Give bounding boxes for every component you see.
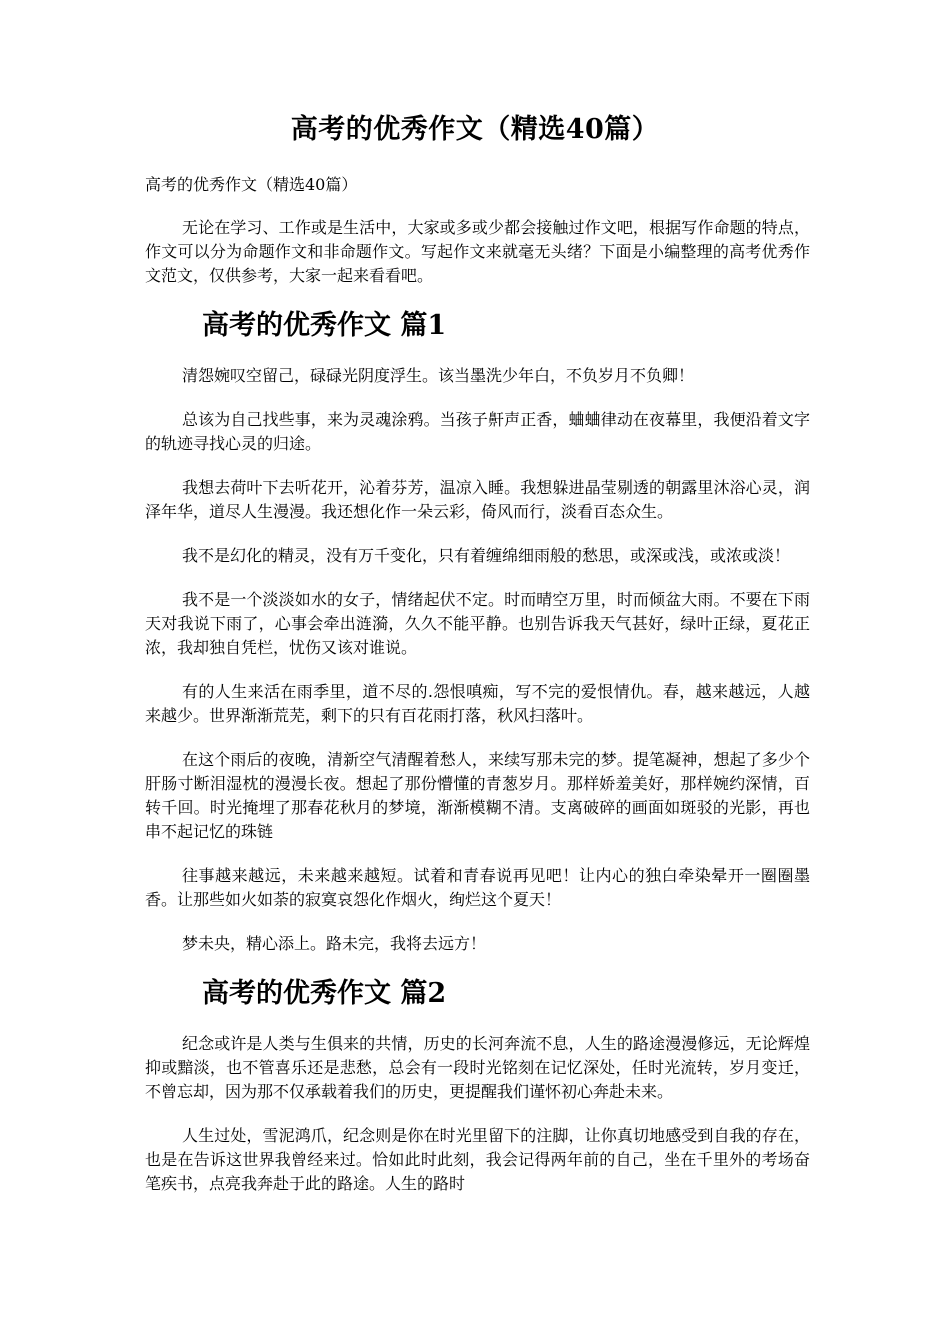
- document-subtitle: 高考的优秀作文（精选40篇）: [145, 175, 358, 194]
- document-title: 高考的优秀作文（精选40篇）: [290, 114, 660, 145]
- paragraph: 总该为自己找些事，来为灵魂涂鸦。当孩子鼾声正香，蛐蛐律动在夜幕里，我便沿着文字的轨迹寻找心灵的归途。: [145, 410, 810, 453]
- paragraph: 在这个雨后的夜晚，清新空气清醒着愁人，来续写那未完的梦。提笔凝神，想起了多少个肝肠寸断泪湿枕的漫漫长夜。想起了那份懵懂的青葱岁月。那样娇羞美好，那样婉约深情，百转千回。时光掩埋了那春花秋月的梦境，渐渐模糊不清。支离破碎的画面如斑驳的光影，再也串不起记忆的珠链: [145, 750, 810, 841]
- paragraph: 梦未央，精心添上。路未完，我将去远方！: [182, 934, 487, 953]
- paragraph: 我不是一个淡淡如水的女子，情绪起伏不定。时而晴空万里，时而倾盆大雨。不要在下雨天对我说下雨了，心事会牵出涟漪，久久不能平静。也别告诉我天气甚好，绿叶正绿，夏花正浓，我却独自凭栏，忧伤又该对谁说。: [145, 590, 810, 657]
- document-body: [145, 216, 810, 1216]
- paragraph: 人生过处，雪泥鸿爪，纪念则是你在时光里留下的注脚，让你真切地感受到自我的存在，也是在告诉这世界我曾经来过。恰如此时此刻，我会记得两年前的自己，坐在千里外的考场奋笔疾书，点亮我奔赴于此的路途。人生的路时: [145, 1126, 810, 1193]
- paragraph: 清怨婉叹空留己，碌碌光阴度浮生。该当墨洗少年白，不负岁月不负卿！: [182, 366, 695, 385]
- paragraph: 纪念或许是人类与生俱来的共情，历史的长河奔流不息，人生的路途漫漫修远，无论辉煌抑或黯淡，也不管喜乐还是悲愁，总会有一段时光铭刻在记忆深处，任时光流转，岁月变迁，不曾忘却，因为那不仅承载着我们的历史，更提醒我们谨怀初心奔赴未来。: [145, 1034, 810, 1101]
- paragraph: 往事越来越远，未来越来越短。试着和青春说再见吧！让内心的独白牵染晕开一圈圈墨香。让那些如火如荼的寂寞哀怨化作烟火，绚烂这个夏天！: [145, 866, 810, 909]
- section-heading: 高考的优秀作文 篇1: [202, 310, 447, 341]
- section-heading: 高考的优秀作文 篇2: [202, 978, 447, 1009]
- intro-paragraph: 无论在学习、工作或是生活中，大家或多或少都会接触过作文吧，根据写作命题的特点，作文可以分为命题作文和非命题作文。写起作文来就毫无头绪？下面是小编整理的高考优秀作文范文，仅供参考，大家一起来看看吧。: [145, 218, 810, 285]
- paragraph: 有的人生来活在雨季里，道不尽的.怨恨嗔痴，写不完的爱恨情仇。春，越来越远，人越来越少。世界渐渐荒芜，剩下的只有百花雨打落，秋风扫落叶。: [145, 682, 810, 725]
- paragraph: 我想去荷叶下去听花开，沁着芬芳，温凉入睡。我想躲进晶莹剔透的朝露里沐浴心灵，润泽年华，道尽人生漫漫。我还想化作一朵云彩，倚风而行，淡看百态众生。: [145, 478, 810, 521]
- paragraph: 我不是幻化的精灵，没有万千变化，只有着缠绵细雨般的愁思，或深或浅，或浓或淡！: [182, 546, 791, 565]
